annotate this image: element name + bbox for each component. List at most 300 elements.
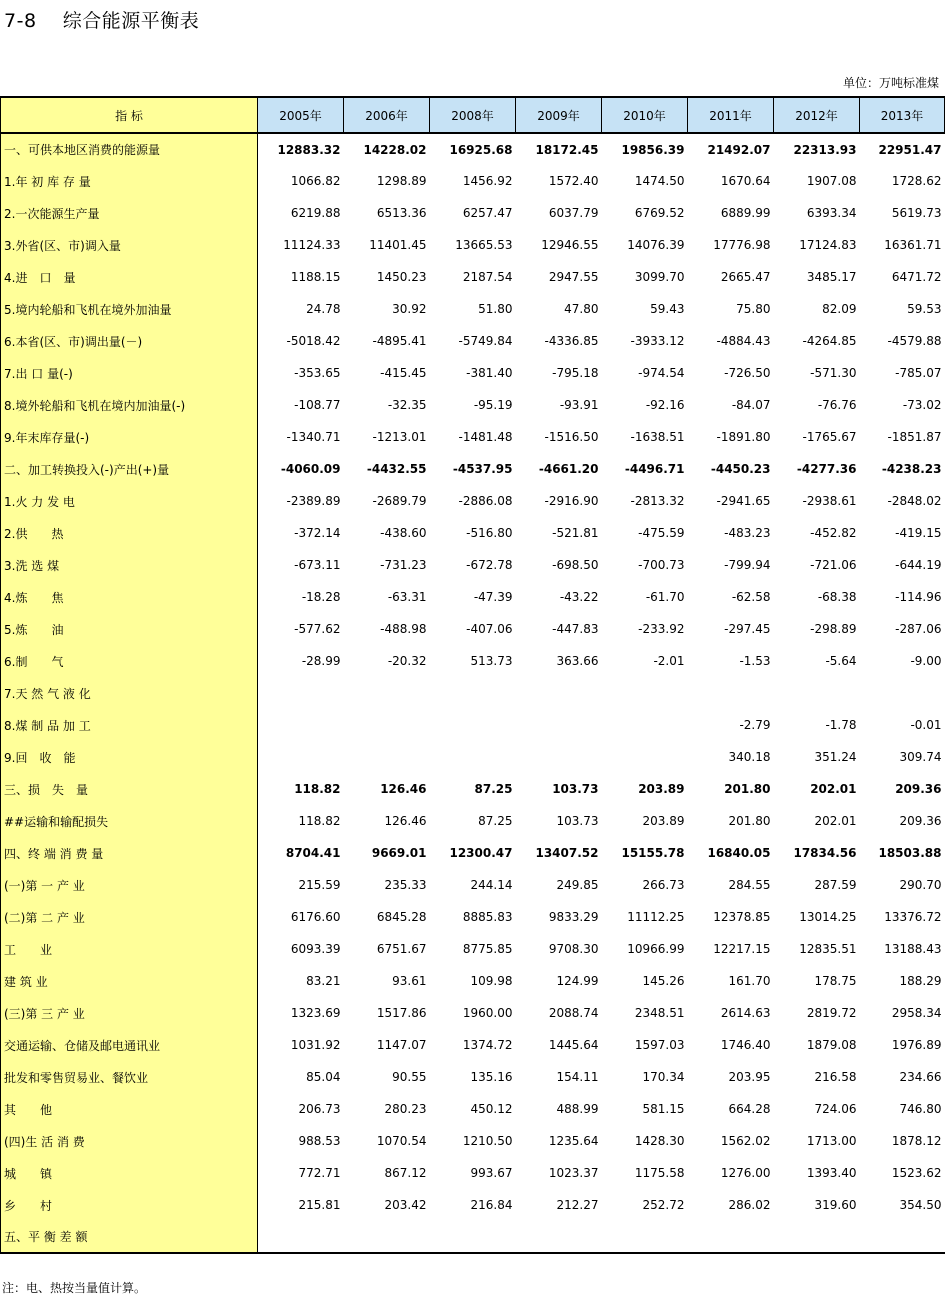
row-value: 17834.56: [793, 846, 857, 860]
row-value: 161.70: [728, 974, 771, 988]
table-row: [1, 1093, 945, 1125]
row-value: [516, 1221, 602, 1253]
table-row: [1, 869, 945, 901]
row-value: 22313.93: [793, 142, 857, 157]
header-year: 2011年: [688, 97, 774, 133]
row-value: -32.35: [387, 398, 427, 412]
row-value: 206.73: [298, 1102, 341, 1116]
table-row: [1, 485, 945, 517]
header-year: 2010年: [602, 97, 688, 133]
row-value: 12835.51: [799, 942, 857, 956]
row-value: -2938.61: [802, 494, 857, 508]
row-value: -4450.23: [710, 462, 771, 476]
row-value: 9669.01: [371, 846, 427, 860]
row-value: 1746.40: [720, 1038, 771, 1052]
row-value: 12217.15: [713, 942, 771, 956]
table-row: [1, 645, 945, 677]
row-value: -974.54: [638, 366, 685, 380]
row-value: 6845.28: [376, 910, 427, 924]
row-label: 城 镇: [1, 1157, 258, 1189]
row-value: 19856.39: [621, 142, 685, 157]
row-value: -483.23: [724, 526, 771, 540]
row-value: 988.53: [298, 1134, 341, 1148]
row-value: 513.73: [470, 654, 513, 668]
table-row: [1, 357, 945, 389]
row-value: -4336.85: [544, 334, 599, 348]
row-value: -62.58: [731, 590, 771, 604]
row-value: 118.82: [298, 814, 341, 828]
table-row: [1, 293, 945, 325]
table-row: [1, 1189, 945, 1221]
row-value: -1638.51: [630, 430, 685, 444]
row-value: 87.25: [474, 782, 513, 796]
row-value: 51.80: [478, 302, 513, 316]
row-value: 59.53: [907, 302, 942, 316]
row-value: 2614.63: [720, 1006, 771, 1020]
row-label: 7.天 然 气 液 化: [1, 677, 258, 709]
row-value: 1428.30: [634, 1134, 685, 1148]
table-body: [1, 133, 945, 1253]
row-label: 3.外省(区、市)调入量: [1, 229, 258, 261]
row-value: 13407.52: [535, 846, 599, 860]
row-value: -4432.55: [366, 462, 427, 476]
row-label: 5.炼 油: [1, 613, 258, 645]
row-value: 1878.12: [891, 1134, 942, 1148]
row-value: 201.80: [724, 782, 771, 796]
row-value: -1891.80: [716, 430, 771, 444]
table-row: [1, 933, 945, 965]
row-label: 工 业: [1, 933, 258, 965]
header-year: 2005年: [258, 97, 344, 133]
row-value: -68.38: [817, 590, 857, 604]
row-value: 6889.99: [720, 206, 771, 220]
row-value: [516, 741, 602, 773]
row-value: 1393.40: [806, 1166, 857, 1180]
row-value: [860, 677, 945, 709]
row-value: 6257.47: [462, 206, 513, 220]
row-value: [602, 709, 688, 741]
row-value: 1670.64: [720, 174, 771, 188]
row-value: 2348.51: [634, 1006, 685, 1020]
table-row: [1, 421, 945, 453]
row-label: 1.年 初 库 存 量: [1, 165, 258, 197]
row-value: -2.01: [653, 654, 685, 668]
row-value: 5619.73: [891, 206, 942, 220]
row-value: -673.11: [294, 558, 341, 572]
row-value: 1276.00: [720, 1166, 771, 1180]
row-value: -108.77: [294, 398, 341, 412]
row-value: 9833.29: [548, 910, 599, 924]
row-label: 乡 村: [1, 1189, 258, 1221]
row-label: 6.制 气: [1, 645, 258, 677]
row-value: 10966.99: [627, 942, 685, 956]
row-value: 1456.92: [462, 174, 513, 188]
row-value: 14076.39: [627, 238, 685, 252]
row-value: -452.82: [810, 526, 857, 540]
row-value: 290.70: [899, 878, 942, 892]
row-value: -1851.87: [887, 430, 942, 444]
row-value: 1023.37: [548, 1166, 599, 1180]
row-value: [344, 741, 430, 773]
row-value: 135.16: [470, 1070, 513, 1084]
row-value: 8704.41: [285, 846, 341, 860]
row-label: 二、加工转换投入(-)产出(+)量: [1, 453, 258, 485]
table-row: [1, 1061, 945, 1093]
row-value: -799.94: [724, 558, 771, 572]
row-value: [344, 677, 430, 709]
row-value: [516, 677, 602, 709]
row-value: 6176.60: [290, 910, 341, 924]
row-value: [344, 1221, 430, 1253]
row-value: -47.39: [473, 590, 513, 604]
table-row: [1, 1029, 945, 1061]
row-value: [602, 677, 688, 709]
row-value: -92.16: [645, 398, 685, 412]
row-value: -1481.48: [458, 430, 513, 444]
row-value: -93.91: [559, 398, 599, 412]
row-value: 59.43: [650, 302, 685, 316]
row-value: 13014.25: [799, 910, 857, 924]
row-value: 17124.83: [799, 238, 857, 252]
row-value: 202.01: [814, 814, 857, 828]
row-label: 交通运输、仓储及邮电通讯业: [1, 1029, 258, 1061]
row-value: -2916.90: [544, 494, 599, 508]
row-value: 1445.64: [548, 1038, 599, 1052]
row-value: 1976.89: [891, 1038, 942, 1052]
row-value: 13188.43: [884, 942, 942, 956]
row-value: 1879.08: [806, 1038, 857, 1052]
row-value: [516, 709, 602, 741]
row-value: -4264.85: [802, 334, 857, 348]
header-row: [1, 97, 945, 133]
row-value: -1.78: [825, 718, 857, 732]
row-value: 14228.02: [363, 142, 427, 157]
row-value: -4496.71: [624, 462, 685, 476]
row-value: 126.46: [384, 814, 427, 828]
row-value: [688, 1221, 774, 1253]
row-value: 75.80: [736, 302, 771, 316]
row-value: -4238.23: [881, 462, 942, 476]
row-value: 354.50: [899, 1198, 942, 1212]
row-value: -2813.32: [630, 494, 685, 508]
row-value: 203.89: [638, 782, 685, 796]
row-value: 9708.30: [548, 942, 599, 956]
header-year: 2013年: [860, 97, 945, 133]
row-value: 286.02: [728, 1198, 771, 1212]
row-value: 82.09: [822, 302, 857, 316]
row-value: 178.75: [814, 974, 857, 988]
row-value: -2689.79: [372, 494, 427, 508]
row-value: 235.33: [384, 878, 427, 892]
row-value: 11112.25: [627, 910, 685, 924]
row-value: 83.21: [306, 974, 341, 988]
row-value: 284.55: [728, 878, 771, 892]
row-value: 664.28: [728, 1102, 771, 1116]
row-value: 8885.83: [462, 910, 513, 924]
row-value: 867.12: [384, 1166, 427, 1180]
row-value: 30.92: [392, 302, 427, 316]
row-value: 1235.64: [548, 1134, 599, 1148]
table-row: [1, 549, 945, 581]
row-value: 6769.52: [634, 206, 685, 220]
row-value: 216.58: [814, 1070, 857, 1084]
energy-balance-table: [0, 96, 945, 1254]
row-label: 9.回 收 能: [1, 741, 258, 773]
row-value: 724.06: [814, 1102, 857, 1116]
row-value: -721.06: [810, 558, 857, 572]
row-label: 批发和零售贸易业、餐饮业: [1, 1061, 258, 1093]
row-value: 1188.15: [290, 270, 341, 284]
row-label: 2.供 热: [1, 517, 258, 549]
row-value: [602, 1221, 688, 1253]
row-value: -18.28: [301, 590, 341, 604]
row-value: -1340.71: [286, 430, 341, 444]
table-row: [1, 389, 945, 421]
row-label: 2.一次能源生产量: [1, 197, 258, 229]
row-value: -1213.01: [372, 430, 427, 444]
row-label: 四、终 端 消 费 量: [1, 837, 258, 869]
row-value: 266.73: [642, 878, 685, 892]
row-value: 1450.23: [376, 270, 427, 284]
row-label: 7.出 口 量(-): [1, 357, 258, 389]
row-value: -698.50: [552, 558, 599, 572]
row-value: 21492.07: [707, 142, 771, 157]
row-value: 746.80: [899, 1102, 942, 1116]
row-value: 11401.45: [369, 238, 427, 252]
row-value: 18503.88: [878, 846, 942, 860]
row-value: -76.76: [817, 398, 857, 412]
table-row: [1, 805, 945, 837]
row-value: -2389.89: [286, 494, 341, 508]
row-value: -233.92: [638, 622, 685, 636]
row-value: 1572.40: [548, 174, 599, 188]
row-value: 1523.62: [891, 1166, 942, 1180]
table-row: [1, 1221, 945, 1253]
row-value: -407.06: [466, 622, 513, 636]
row-value: 2819.72: [806, 1006, 857, 1020]
table-row: [1, 325, 945, 357]
row-value: -0.01: [910, 718, 942, 732]
row-value: -2886.08: [458, 494, 513, 508]
row-value: -287.06: [895, 622, 942, 636]
row-value: 6751.67: [376, 942, 427, 956]
row-value: 1066.82: [290, 174, 341, 188]
row-value: -571.30: [810, 366, 857, 380]
table-row: [1, 997, 945, 1029]
row-value: -1516.50: [544, 430, 599, 444]
row-label: 9.年末库存量(-): [1, 421, 258, 453]
row-value: 1323.69: [290, 1006, 341, 1020]
row-value: -4537.95: [452, 462, 513, 476]
row-value: [344, 709, 430, 741]
row-value: -381.40: [466, 366, 513, 380]
row-value: -1765.67: [802, 430, 857, 444]
row-value: 12300.47: [449, 846, 513, 860]
row-value: [774, 677, 860, 709]
row-value: 215.81: [298, 1198, 341, 1212]
row-value: -4884.43: [716, 334, 771, 348]
row-value: 3099.70: [634, 270, 685, 284]
row-value: [430, 1221, 516, 1253]
row-value: 203.42: [384, 1198, 427, 1212]
row-value: -63.31: [387, 590, 427, 604]
table-row: [1, 677, 945, 709]
row-value: 103.73: [556, 814, 599, 828]
row-value: 363.66: [556, 654, 599, 668]
row-value: 212.27: [556, 1198, 599, 1212]
row-value: 1147.07: [376, 1038, 427, 1052]
row-value: 450.12: [470, 1102, 513, 1116]
row-label: 4.进 口 量: [1, 261, 258, 293]
row-value: 22951.47: [878, 142, 942, 157]
row-value: 1474.50: [634, 174, 685, 188]
row-value: 2088.74: [548, 1006, 599, 1020]
row-value: 103.73: [552, 782, 599, 796]
row-value: 203.89: [642, 814, 685, 828]
row-label: 4.炼 焦: [1, 581, 258, 613]
unit-label: 单位：万吨标准煤: [842, 76, 939, 90]
header-year: 2008年: [430, 97, 516, 133]
row-value: [258, 1221, 344, 1253]
row-value: 203.95: [728, 1070, 771, 1084]
table-row: [1, 133, 945, 165]
table-row: [1, 165, 945, 197]
row-value: 1562.02: [720, 1134, 771, 1148]
row-value: -577.62: [294, 622, 341, 636]
row-value: 209.36: [899, 814, 942, 828]
row-value: 1031.92: [290, 1038, 341, 1052]
row-value: [430, 677, 516, 709]
row-value: -4895.41: [372, 334, 427, 348]
row-value: 93.61: [392, 974, 427, 988]
row-value: 2665.47: [720, 270, 771, 284]
row-value: 109.98: [470, 974, 513, 988]
row-value: -700.73: [638, 558, 685, 572]
row-value: -4661.20: [538, 462, 599, 476]
row-label: 8.境外轮船和飞机在境内加油量(-): [1, 389, 258, 421]
row-value: 280.23: [384, 1102, 427, 1116]
row-value: 234.66: [899, 1070, 942, 1084]
row-value: [258, 741, 344, 773]
row-value: 6513.36: [376, 206, 427, 220]
row-value: 24.78: [306, 302, 341, 316]
row-value: 6037.79: [548, 206, 599, 220]
row-value: [258, 677, 344, 709]
row-value: -419.15: [895, 526, 942, 540]
table-row: [1, 453, 945, 485]
row-value: 118.82: [294, 782, 341, 796]
row-value: 16361.71: [884, 238, 942, 252]
row-value: 170.34: [642, 1070, 685, 1084]
row-label: (四)生 活 消 费: [1, 1125, 258, 1157]
row-label: 一、可供本地区消费的能源量: [1, 133, 258, 165]
row-value: 154.11: [556, 1070, 599, 1084]
row-value: 17776.98: [713, 238, 771, 252]
row-label: (二)第 二 产 业: [1, 901, 258, 933]
table-row: [1, 837, 945, 869]
row-value: -298.89: [810, 622, 857, 636]
row-value: 244.14: [470, 878, 513, 892]
row-value: 1728.62: [891, 174, 942, 188]
row-value: 993.67: [470, 1166, 513, 1180]
row-value: 47.80: [564, 302, 599, 316]
row-value: -447.83: [552, 622, 599, 636]
row-value: 6219.88: [290, 206, 341, 220]
row-value: 145.26: [642, 974, 685, 988]
table-row: [1, 581, 945, 613]
header-indicator: 指 标: [1, 97, 258, 133]
row-value: -475.59: [638, 526, 685, 540]
row-value: -795.18: [552, 366, 599, 380]
row-value: 16925.68: [449, 142, 513, 157]
row-value: -731.23: [380, 558, 427, 572]
row-value: 201.80: [728, 814, 771, 828]
row-label: 6.本省(区、市)调出量(－): [1, 325, 258, 357]
table-row: [1, 1125, 945, 1157]
row-value: 6393.34: [806, 206, 857, 220]
row-value: -726.50: [724, 366, 771, 380]
row-label: 3.洗 选 煤: [1, 549, 258, 581]
row-value: -43.22: [559, 590, 599, 604]
row-value: -353.65: [294, 366, 341, 380]
row-value: -521.81: [552, 526, 599, 540]
row-value: 772.71: [298, 1166, 341, 1180]
row-value: -2941.65: [716, 494, 771, 508]
row-value: -438.60: [380, 526, 427, 540]
row-value: 8775.85: [462, 942, 513, 956]
row-value: 1907.08: [806, 174, 857, 188]
row-label: (一)第 一 产 业: [1, 869, 258, 901]
row-value: 1175.58: [634, 1166, 685, 1180]
row-value: -372.14: [294, 526, 341, 540]
row-value: -2.79: [739, 718, 771, 732]
row-label: 5.境内轮船和飞机在境外加油量: [1, 293, 258, 325]
row-label: 8.煤 制 品 加 工: [1, 709, 258, 741]
row-value: 90.55: [392, 1070, 427, 1084]
header-year: 2006年: [344, 97, 430, 133]
table-row: [1, 901, 945, 933]
row-value: 340.18: [728, 750, 771, 764]
table-row: [1, 229, 945, 261]
row-value: 319.60: [814, 1198, 857, 1212]
row-value: -672.78: [466, 558, 513, 572]
row-value: -5.64: [825, 654, 857, 668]
row-value: 309.74: [899, 750, 942, 764]
row-value: -28.99: [301, 654, 341, 668]
row-value: 15155.78: [621, 846, 685, 860]
row-value: 1597.03: [634, 1038, 685, 1052]
row-value: -61.70: [645, 590, 685, 604]
table-row: [1, 773, 945, 805]
row-value: -95.19: [473, 398, 513, 412]
row-value: -488.98: [380, 622, 427, 636]
row-value: 351.24: [814, 750, 857, 764]
row-label: 五、平 衡 差 额: [1, 1221, 258, 1253]
row-label: 三、损 失 量: [1, 773, 258, 805]
row-value: 13376.72: [884, 910, 942, 924]
row-value: 11124.33: [283, 238, 341, 252]
row-value: -73.02: [902, 398, 942, 412]
footnote: 注：电、热按当量值计算。: [2, 1281, 147, 1295]
row-value: 3485.17: [806, 270, 857, 284]
row-value: [258, 709, 344, 741]
row-value: -20.32: [387, 654, 427, 668]
row-value: 188.29: [899, 974, 942, 988]
row-value: -4277.36: [796, 462, 857, 476]
row-label: 建 筑 业: [1, 965, 258, 997]
row-value: 12883.32: [277, 142, 341, 157]
row-value: 1517.86: [376, 1006, 427, 1020]
